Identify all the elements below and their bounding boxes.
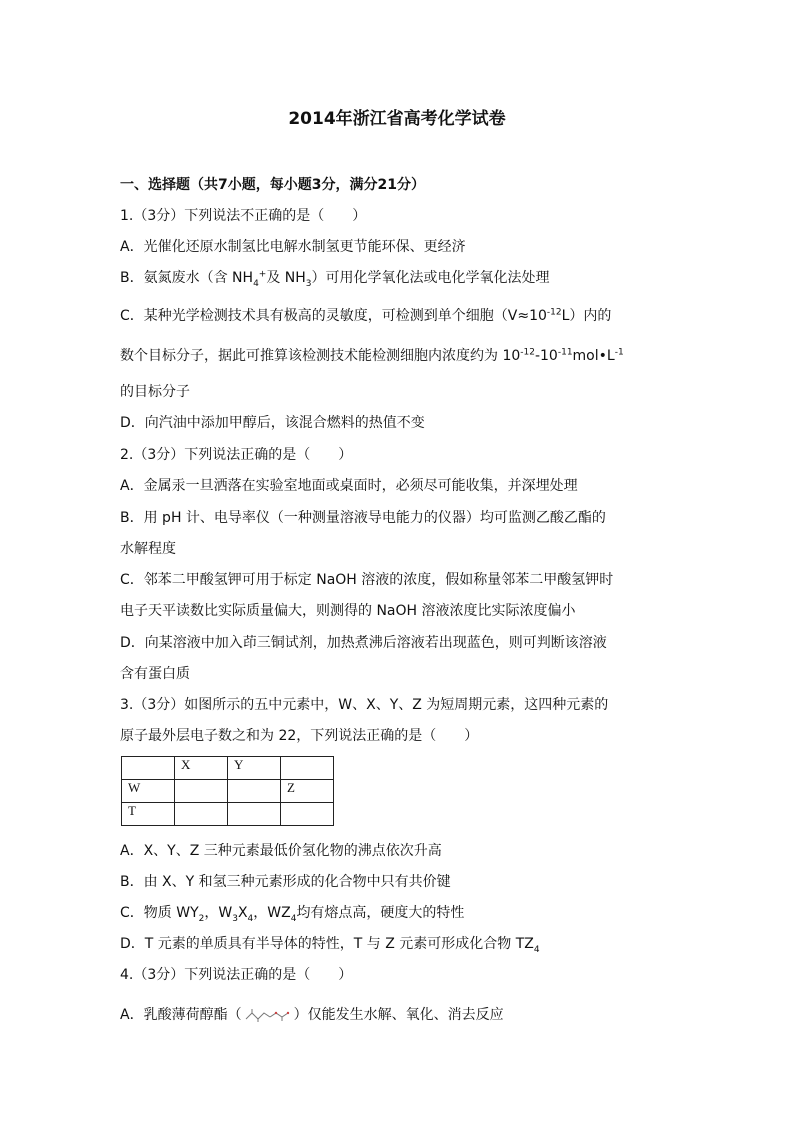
table-cell: Y xyxy=(228,757,281,780)
q3-option-a: A．X、Y、Z 三种元素最低价氢化物的沸点依次升高 xyxy=(120,843,442,859)
q2-option-d-line2: 含有蛋白质 xyxy=(120,666,190,682)
q1-option-c-line2: 数个目标分子，据此可推算该检测技术能检测细胞内浓度约为 $10^{-12}-10^{-11}mol•L^{-1}$ xyxy=(120,347,624,364)
page-title: 2014年浙江省高考化学试卷 xyxy=(288,109,506,129)
q1-option-b: B．氨氮废水（含 $NH_4^+$及 $NH_3$）可用化学氧化法或电化学氧化法处理 xyxy=(120,269,550,289)
table-cell xyxy=(281,803,334,826)
table-cell: T xyxy=(122,803,175,826)
q2-stem: 2.（3分）下列说法正确的是（ ） xyxy=(120,447,353,463)
table-cell xyxy=(281,757,334,780)
table-cell xyxy=(228,803,281,826)
q2-option-a: A．金属汞一旦洒落在实验室地面或桌面时，必须尽可能收集，并深埋处理 xyxy=(120,478,578,494)
table-cell: X xyxy=(175,757,228,780)
table-row xyxy=(122,757,334,780)
q1-stem: 1.（3分）下列说法不正确的是（ ） xyxy=(120,208,367,224)
table-cell xyxy=(228,780,281,803)
q3-stem-line2: 原子最外层电子数之和为 22，下列说法正确的是（ ） xyxy=(120,728,479,744)
q2-option-b-line1: B．用 pH 计、电导率仪（一种测量溶液导电能力的仪器）均可监测乙酸乙酯的 xyxy=(120,510,606,526)
q4-stem: 4.（3分）下列说法正确的是（ ） xyxy=(120,967,353,983)
q3-option-b: B．由 X、Y 和氢三种元素形成的化合物中只有共价键 xyxy=(120,874,451,890)
table-row xyxy=(122,803,334,826)
q4-option-a: A．乳酸薄荷醇酯（ ）仅能发生水解、氧化、消去反应 xyxy=(120,1007,504,1023)
q2-option-d-line1: D．向某溶液中加入茚三铜试剂，加热煮沸后溶液若出现蓝色，则可判断该溶液 xyxy=(120,635,607,651)
section-heading: 一、选择题（共7小题，每小题3分，满分21分） xyxy=(120,177,425,193)
q1-option-a: A．光催化还原水制氢比电解水制氢更节能环保、更经济 xyxy=(120,239,466,255)
table-cell xyxy=(122,757,175,780)
q1-option-d: D．向汽油中添加甲醇后，该混合燃料的热值不变 xyxy=(120,415,425,431)
table-cell xyxy=(175,780,228,803)
q2-option-c-line1: C．邻苯二甲酸氢钾可用于标定 NaOH 溶液的浓度，假如称量邻苯二甲酸氢钾时 xyxy=(120,572,614,588)
table-cell: W xyxy=(122,780,175,803)
table-cell xyxy=(175,803,228,826)
q1-option-c-line1: C．某种光学检测技术具有极高的灵敏度，可检测到单个细胞$(V\approx 10^{-12}L)$内的 xyxy=(120,307,612,324)
q3-option-c: C．物质 $WY_2$，$W_3X_4$，$WZ_4$均有熔点高，硬度大的特性 xyxy=(120,905,465,924)
periodic-table-fragment xyxy=(121,756,334,826)
q2-option-b-line2: 水解程度 xyxy=(120,541,176,557)
table-row xyxy=(122,780,334,803)
q3-option-d: D．T 元素的单质具有半导体的特性，T 与 Z 元素可形成化合物 $TZ_4$ xyxy=(120,936,540,955)
molecule-structure-icon xyxy=(242,1007,294,1023)
q2-option-c-line2: 电子天平读数比实际质量偏大，则测得的 NaOH 溶液浓度比实际浓度偏小 xyxy=(120,603,576,619)
table-cell: Z xyxy=(281,780,334,803)
q3-stem-line1: 3.（3分）如图所示的五中元素中，W、X、Y、Z 为短周期元素，这四种元素的 xyxy=(120,697,609,713)
q1-option-c-line3: 的目标分子 xyxy=(120,384,190,400)
